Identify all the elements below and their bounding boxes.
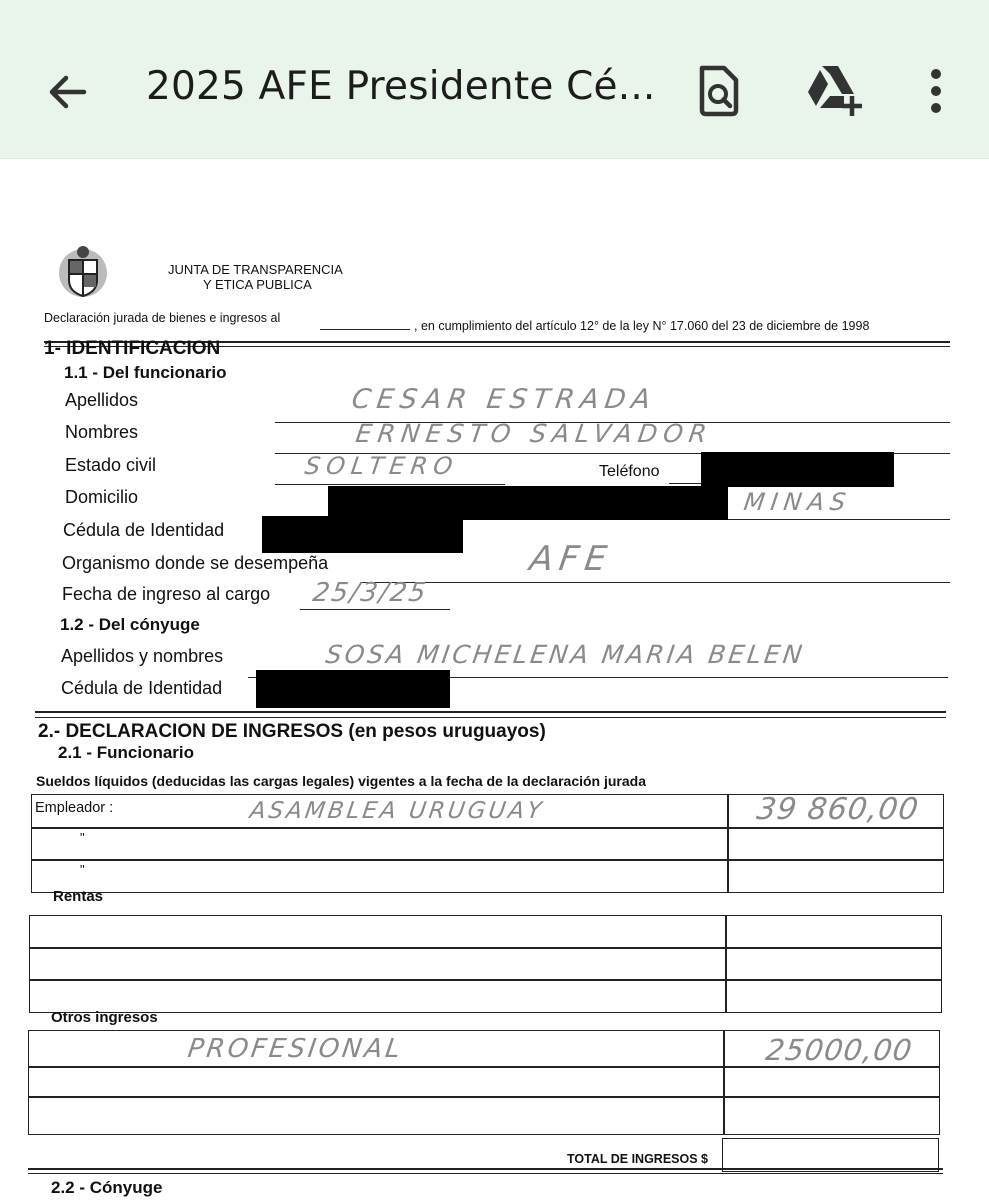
cedula-label: Cédula de Identidad xyxy=(63,520,225,540)
coat-of-arms-logo xyxy=(54,242,112,302)
redaction-block xyxy=(262,516,463,553)
table-col-divider xyxy=(727,794,729,893)
empleador-amount: 39 860,00 xyxy=(754,792,922,827)
section-rule xyxy=(35,711,946,713)
estado-civil-line xyxy=(275,484,505,485)
table-row-divider xyxy=(28,1096,940,1098)
declaration-suffix: , en cumplimiento del artículo 12° de la ley N° 17.060 del 23 de diciembre de 1998 xyxy=(414,319,870,333)
empleador-value: ASAMBLEA URUGUAY xyxy=(248,798,546,824)
fecha-ingreso-value: 25/3/25 xyxy=(310,578,430,608)
section-1-title: 1- IDENTIFICACION xyxy=(44,338,221,359)
fecha-ingreso-label: Fecha de ingreso al cargo xyxy=(62,584,271,604)
organismo-line xyxy=(360,582,950,583)
redaction-block xyxy=(701,452,894,487)
table-row-divider xyxy=(29,979,942,981)
subsection-2-1-title: 2.1 - Funcionario xyxy=(58,743,195,762)
section-rule xyxy=(28,1168,943,1170)
organismo-label: Organismo donde se desempeña xyxy=(62,553,329,573)
subsection-1-1-title: 1.1 - Del funcionario xyxy=(64,363,227,382)
section-2-title: 2.- DECLARACION DE INGRESOS (en pesos uruguayos) xyxy=(38,721,546,742)
back-arrow-icon[interactable] xyxy=(44,68,92,116)
conyuge-apellidos-label: Apellidos y nombres xyxy=(61,646,224,666)
nombres-label: Nombres xyxy=(65,422,139,442)
table-row-divider xyxy=(31,859,944,861)
ditto-mark: " xyxy=(80,830,85,845)
telefono-label: Teléfono xyxy=(599,463,660,480)
org-name-line2: Y ETICA PUBLICA xyxy=(203,277,312,292)
domicilio-value: MINAS xyxy=(742,488,854,516)
apellidos-label: Apellidos xyxy=(65,390,139,410)
ditto-mark: " xyxy=(80,862,85,877)
telefono-line xyxy=(669,483,704,484)
add-to-drive-icon[interactable] xyxy=(804,62,864,116)
section-rule xyxy=(35,717,946,718)
rentas-table xyxy=(29,915,942,1013)
more-vert-icon[interactable] xyxy=(924,64,948,118)
domicilio-label: Domicilio xyxy=(65,487,139,507)
table-row-divider xyxy=(29,947,942,949)
apellidos-value: CESAR ESTRADA xyxy=(349,384,659,415)
otros-ingresos-label: Otros ingresos xyxy=(51,1009,158,1026)
org-name-line1: JUNTA DE TRANSPARENCIA xyxy=(168,262,343,277)
app-bar xyxy=(0,0,989,159)
total-ingresos-box xyxy=(722,1138,939,1172)
subsection-1-2-title: 1.2 - Del cónyuge xyxy=(60,615,200,634)
total-ingresos-label: TOTAL DE INGRESOS $ xyxy=(567,1152,708,1166)
estado-civil-label: Estado civil xyxy=(65,455,157,475)
fecha-ingreso-line xyxy=(300,609,450,610)
declaration-date-line xyxy=(320,329,410,330)
sueldos-label: Sueldos líquidos (deducidas las cargas legales) vigentes a la fecha de la declaración jurada xyxy=(36,773,647,789)
find-in-page-icon[interactable] xyxy=(694,64,744,118)
table-row-divider xyxy=(31,827,944,829)
organismo-value: AFE xyxy=(527,539,616,579)
conyuge-value: SOSA MICHELENA MARIA BELEN xyxy=(323,640,807,669)
table-col-divider xyxy=(723,1030,725,1135)
table-col-divider xyxy=(725,915,727,1013)
subsection-2-2-title: 2.2 - Cónyuge xyxy=(51,1178,163,1197)
nombres-value: ERNESTO SALVADOR xyxy=(353,419,715,448)
otros-ingresos-amount: 25000,00 xyxy=(763,1033,915,1067)
document-page xyxy=(0,158,989,1200)
conyuge-cedula-label: Cédula de Identidad xyxy=(61,678,223,698)
empleador-label: Empleador : xyxy=(35,800,114,816)
redaction-block xyxy=(328,486,728,520)
rentas-label: Rentas xyxy=(53,888,104,905)
section-rule xyxy=(28,1173,943,1174)
otros-ingresos-value: PROFESIONAL xyxy=(185,1034,406,1064)
declaration-prefix: Declaración jurada de bienes e ingresos al xyxy=(44,311,281,325)
redaction-block xyxy=(256,670,450,708)
estado-civil-value: SOLTERO xyxy=(303,452,461,480)
document-title: 2025 AFE Presidente Cé... xyxy=(146,64,656,109)
